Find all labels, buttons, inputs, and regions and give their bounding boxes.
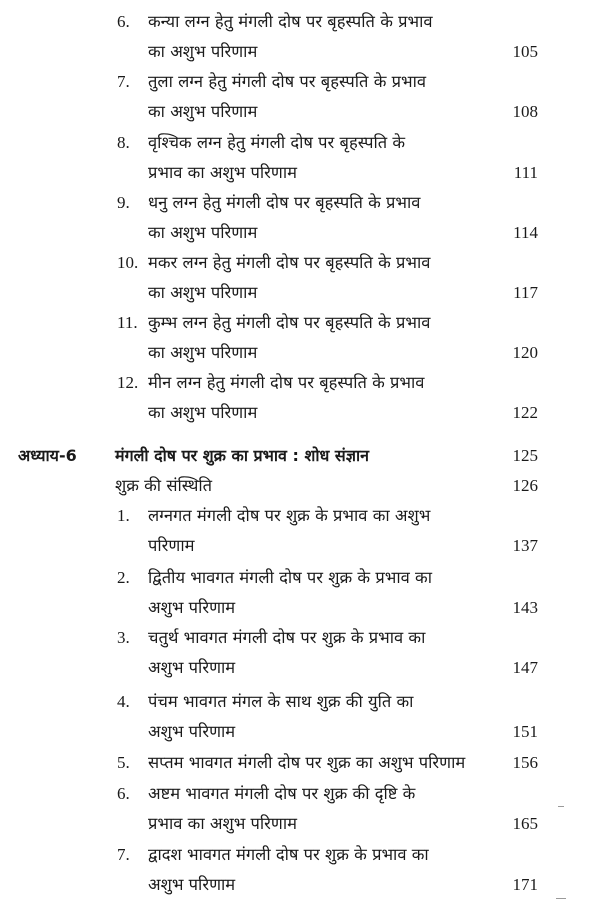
- entry-title-line1: वृश्चिक लग्न हेतु मंगली दोष पर बृहस्पति के: [148, 133, 406, 152]
- entry-title-line1: कुम्भ लग्न हेतु मंगली दोष पर बृहस्पति के प्रभाव: [148, 313, 431, 332]
- entry-title-line1: पंचम भावगत मंगल के साथ शुक्र की युति का: [148, 692, 414, 711]
- entry-title-line2: का अशुभ परिणाम: [148, 343, 258, 362]
- entry-title-line2: अशुभ परिणाम: [148, 598, 236, 617]
- entry-title-line2: अशुभ परिणाम: [148, 875, 236, 894]
- entry-title-line2: का अशुभ परिणाम: [148, 42, 258, 61]
- entry-title-line1: तुला लग्न हेतु मंगली दोष पर बृहस्पति के प्रभाव: [148, 72, 427, 91]
- entry-number: 6.: [117, 784, 130, 803]
- entry-page-number: 117: [513, 283, 538, 302]
- entry-number: 11.: [117, 313, 138, 332]
- entry-number: 7.: [117, 845, 130, 864]
- entry-title-line2: प्रभाव का अशुभ परिणाम: [148, 163, 298, 182]
- entry-page-number: 111: [513, 163, 538, 182]
- entry-title-line2: अशुभ परिणाम: [148, 658, 236, 677]
- entry-page-number: 147: [512, 658, 538, 677]
- entry-number: 4.: [117, 692, 130, 711]
- entry-title-line1: द्वादश भावगत मंगली दोष पर शुक्र के प्रभाव का: [148, 845, 429, 864]
- entry-page-number: 120: [512, 343, 538, 362]
- entry-title-line1: धनु लग्न हेतु मंगली दोष पर बृहस्पति के प्रभाव: [148, 193, 421, 212]
- entry-title-line2: प्रभाव का अशुभ परिणाम: [148, 814, 298, 833]
- chapter-title: मंगली दोष पर शुक्र का प्रभाव : शोध संज्ञान: [115, 446, 370, 465]
- entry-page-number: 165: [512, 814, 538, 833]
- entry-title-line1: मीन लग्न हेतु मंगली दोष पर बृहस्पति के प्रभाव: [148, 373, 425, 392]
- entry-number: 2.: [117, 568, 130, 587]
- entry-number: 10.: [117, 253, 139, 272]
- entry-title-line1: मकर लग्न हेतु मंगली दोष पर बृहस्पति के प्रभाव: [148, 253, 431, 272]
- entry-number: 8.: [117, 133, 130, 152]
- entry-title-line1: कन्या लग्न हेतु मंगली दोष पर बृहस्पति के प्रभाव: [148, 12, 433, 31]
- entry-page-number: 122: [512, 403, 538, 422]
- entry-number: 12.: [117, 373, 139, 392]
- entry-page-number: 151: [512, 722, 538, 741]
- entry-title-line1: सप्तम भावगत मंगली दोष पर शुक्र का अशुभ परिणाम: [148, 753, 466, 772]
- entry-page-number: 114: [513, 223, 538, 242]
- entry-title-line1: चतुर्थ भावगत मंगली दोष पर शुक्र के प्रभाव का: [148, 628, 426, 647]
- entry-number: 7.: [117, 72, 130, 91]
- scan-speck: [558, 806, 564, 807]
- entry-title-line1: अष्टम भावगत मंगली दोष पर शुक्र की दृष्टि के: [148, 784, 416, 803]
- entry-number: 5.: [117, 753, 130, 772]
- entry-page-number: 171: [512, 875, 538, 894]
- entry-page-number: 137: [512, 536, 538, 555]
- subheading-page-number: 126: [512, 476, 538, 495]
- entry-title-line2: का अशुभ परिणाम: [148, 223, 258, 242]
- entry-number: 1.: [117, 506, 130, 525]
- entry-title-line1: द्वितीय भावगत मंगली दोष पर शुक्र के प्रभाव का: [148, 568, 432, 587]
- chapter-page-number: 125: [512, 446, 538, 465]
- entry-title-line2: का अशुभ परिणाम: [148, 283, 258, 302]
- entry-title-line2: का अशुभ परिणाम: [148, 403, 258, 422]
- entry-page-number: 108: [512, 102, 538, 121]
- scan-speck: [556, 898, 566, 899]
- entry-title-line1: लग्नगत मंगली दोष पर शुक्र के प्रभाव का अशुभ: [148, 506, 431, 525]
- entry-title-line2: परिणाम: [148, 536, 195, 555]
- chapter-label: अध्याय-6: [18, 446, 77, 465]
- subheading-title: शुक्र की संस्थिति: [115, 476, 213, 495]
- entry-number: 6.: [117, 12, 130, 31]
- entry-title-line2: अशुभ परिणाम: [148, 722, 236, 741]
- entry-page-number: 105: [512, 42, 538, 61]
- entry-number: 3.: [117, 628, 130, 647]
- entry-title-line2: का अशुभ परिणाम: [148, 102, 258, 121]
- entry-page-number: 143: [512, 598, 538, 617]
- entry-page-number: 156: [512, 753, 538, 772]
- entry-number: 9.: [117, 193, 130, 212]
